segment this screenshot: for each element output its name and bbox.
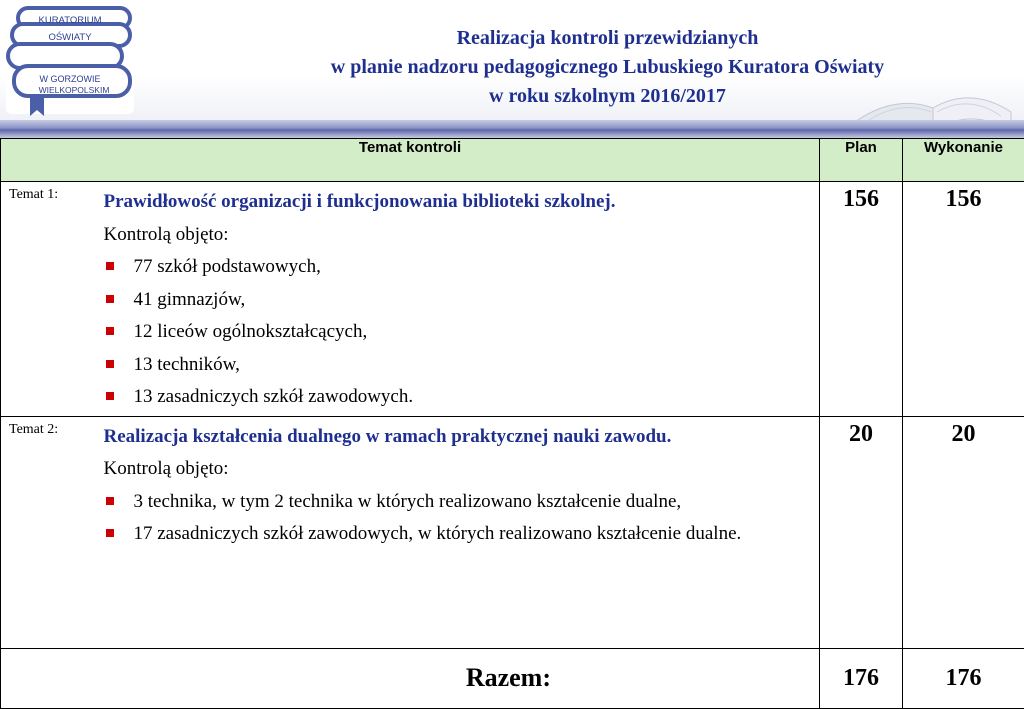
header bbox=[0, 0, 1024, 125]
topic-intro: Kontrolą objęto: bbox=[103, 458, 229, 479]
list-item-text: 17 zasadniczych szkół zawodowych, w których realizowano kształcenie dualne. bbox=[133, 523, 742, 544]
done-value: 20 bbox=[903, 416, 1024, 648]
table-header-row bbox=[1, 139, 1024, 182]
bullet-icon bbox=[106, 295, 114, 303]
title-line3: w roku szkolnym 2016/2017 bbox=[489, 85, 726, 107]
logo-line1: KURATORIUM bbox=[38, 15, 102, 26]
topic-intro: Kontrolą objęto: bbox=[103, 223, 229, 245]
header-band bbox=[0, 120, 1024, 138]
row-label: Temat 2: bbox=[1, 416, 104, 648]
plan-value: 20 bbox=[820, 416, 903, 648]
list-item bbox=[104, 381, 808, 414]
logo-line4: WIELKOPOLSKIM bbox=[38, 85, 110, 95]
total-plan: 176 bbox=[820, 648, 903, 709]
topic-title: Prawidłowość organizacji i funkcjonowania biblioteki szkolnej. bbox=[103, 191, 616, 212]
list-item-text: 13 zasadniczych szkół zawodowych. bbox=[133, 386, 414, 407]
list-item bbox=[104, 284, 808, 317]
bullet-icon bbox=[106, 529, 114, 537]
bullet-icon bbox=[106, 392, 114, 400]
kuratorium-logo bbox=[4, 4, 136, 116]
list-item bbox=[104, 486, 808, 519]
bullet-list bbox=[104, 486, 808, 551]
list-item bbox=[104, 349, 808, 382]
table-row bbox=[1, 182, 1024, 417]
title-line1: Realizacja kontroli przewidzianych bbox=[456, 27, 759, 49]
list-item bbox=[104, 251, 808, 284]
list-item-text: 77 szkół podstawowych, bbox=[133, 256, 321, 277]
title-line2: w planie nadzoru pedagogicznego Lubuskiego Kuratora Oświaty bbox=[330, 56, 885, 78]
list-item-text: 41 gimnazjów, bbox=[133, 288, 246, 310]
plan-value: 156 bbox=[820, 182, 903, 417]
row-content bbox=[104, 416, 820, 648]
logo-line2: OŚWIATY bbox=[48, 32, 92, 43]
header-plan: Plan bbox=[820, 139, 903, 182]
row-label: Temat 1: bbox=[1, 182, 104, 417]
bullet-icon bbox=[106, 327, 114, 335]
list-item bbox=[104, 518, 808, 551]
total-row bbox=[1, 648, 1024, 709]
list-item bbox=[104, 316, 808, 349]
header-topic: Temat kontroli bbox=[1, 139, 820, 182]
table-row bbox=[1, 416, 1024, 648]
row-content bbox=[104, 182, 820, 417]
bullet-list bbox=[104, 251, 808, 414]
list-item-text: 3 technika, w tym 2 technika w których realizowano kształcenie dualne, bbox=[133, 490, 682, 512]
logo-line3: W GORZOWIE bbox=[39, 74, 101, 84]
done-value: 156 bbox=[903, 182, 1024, 417]
list-item-text: 12 liceów ogólnokształcących, bbox=[133, 321, 368, 342]
bullet-icon bbox=[106, 360, 114, 368]
inspection-table bbox=[0, 138, 1024, 709]
bullet-icon bbox=[106, 262, 114, 270]
header-done: Wykonanie bbox=[903, 139, 1024, 182]
topic-title: Realizacja kształcenia dualnego w ramach praktycznej nauki zawodu. bbox=[103, 425, 672, 447]
list-item-text: 13 techników, bbox=[133, 353, 240, 375]
bullet-icon bbox=[106, 497, 114, 505]
total-done: 176 bbox=[903, 648, 1024, 709]
total-label: Razem: bbox=[1, 648, 820, 709]
